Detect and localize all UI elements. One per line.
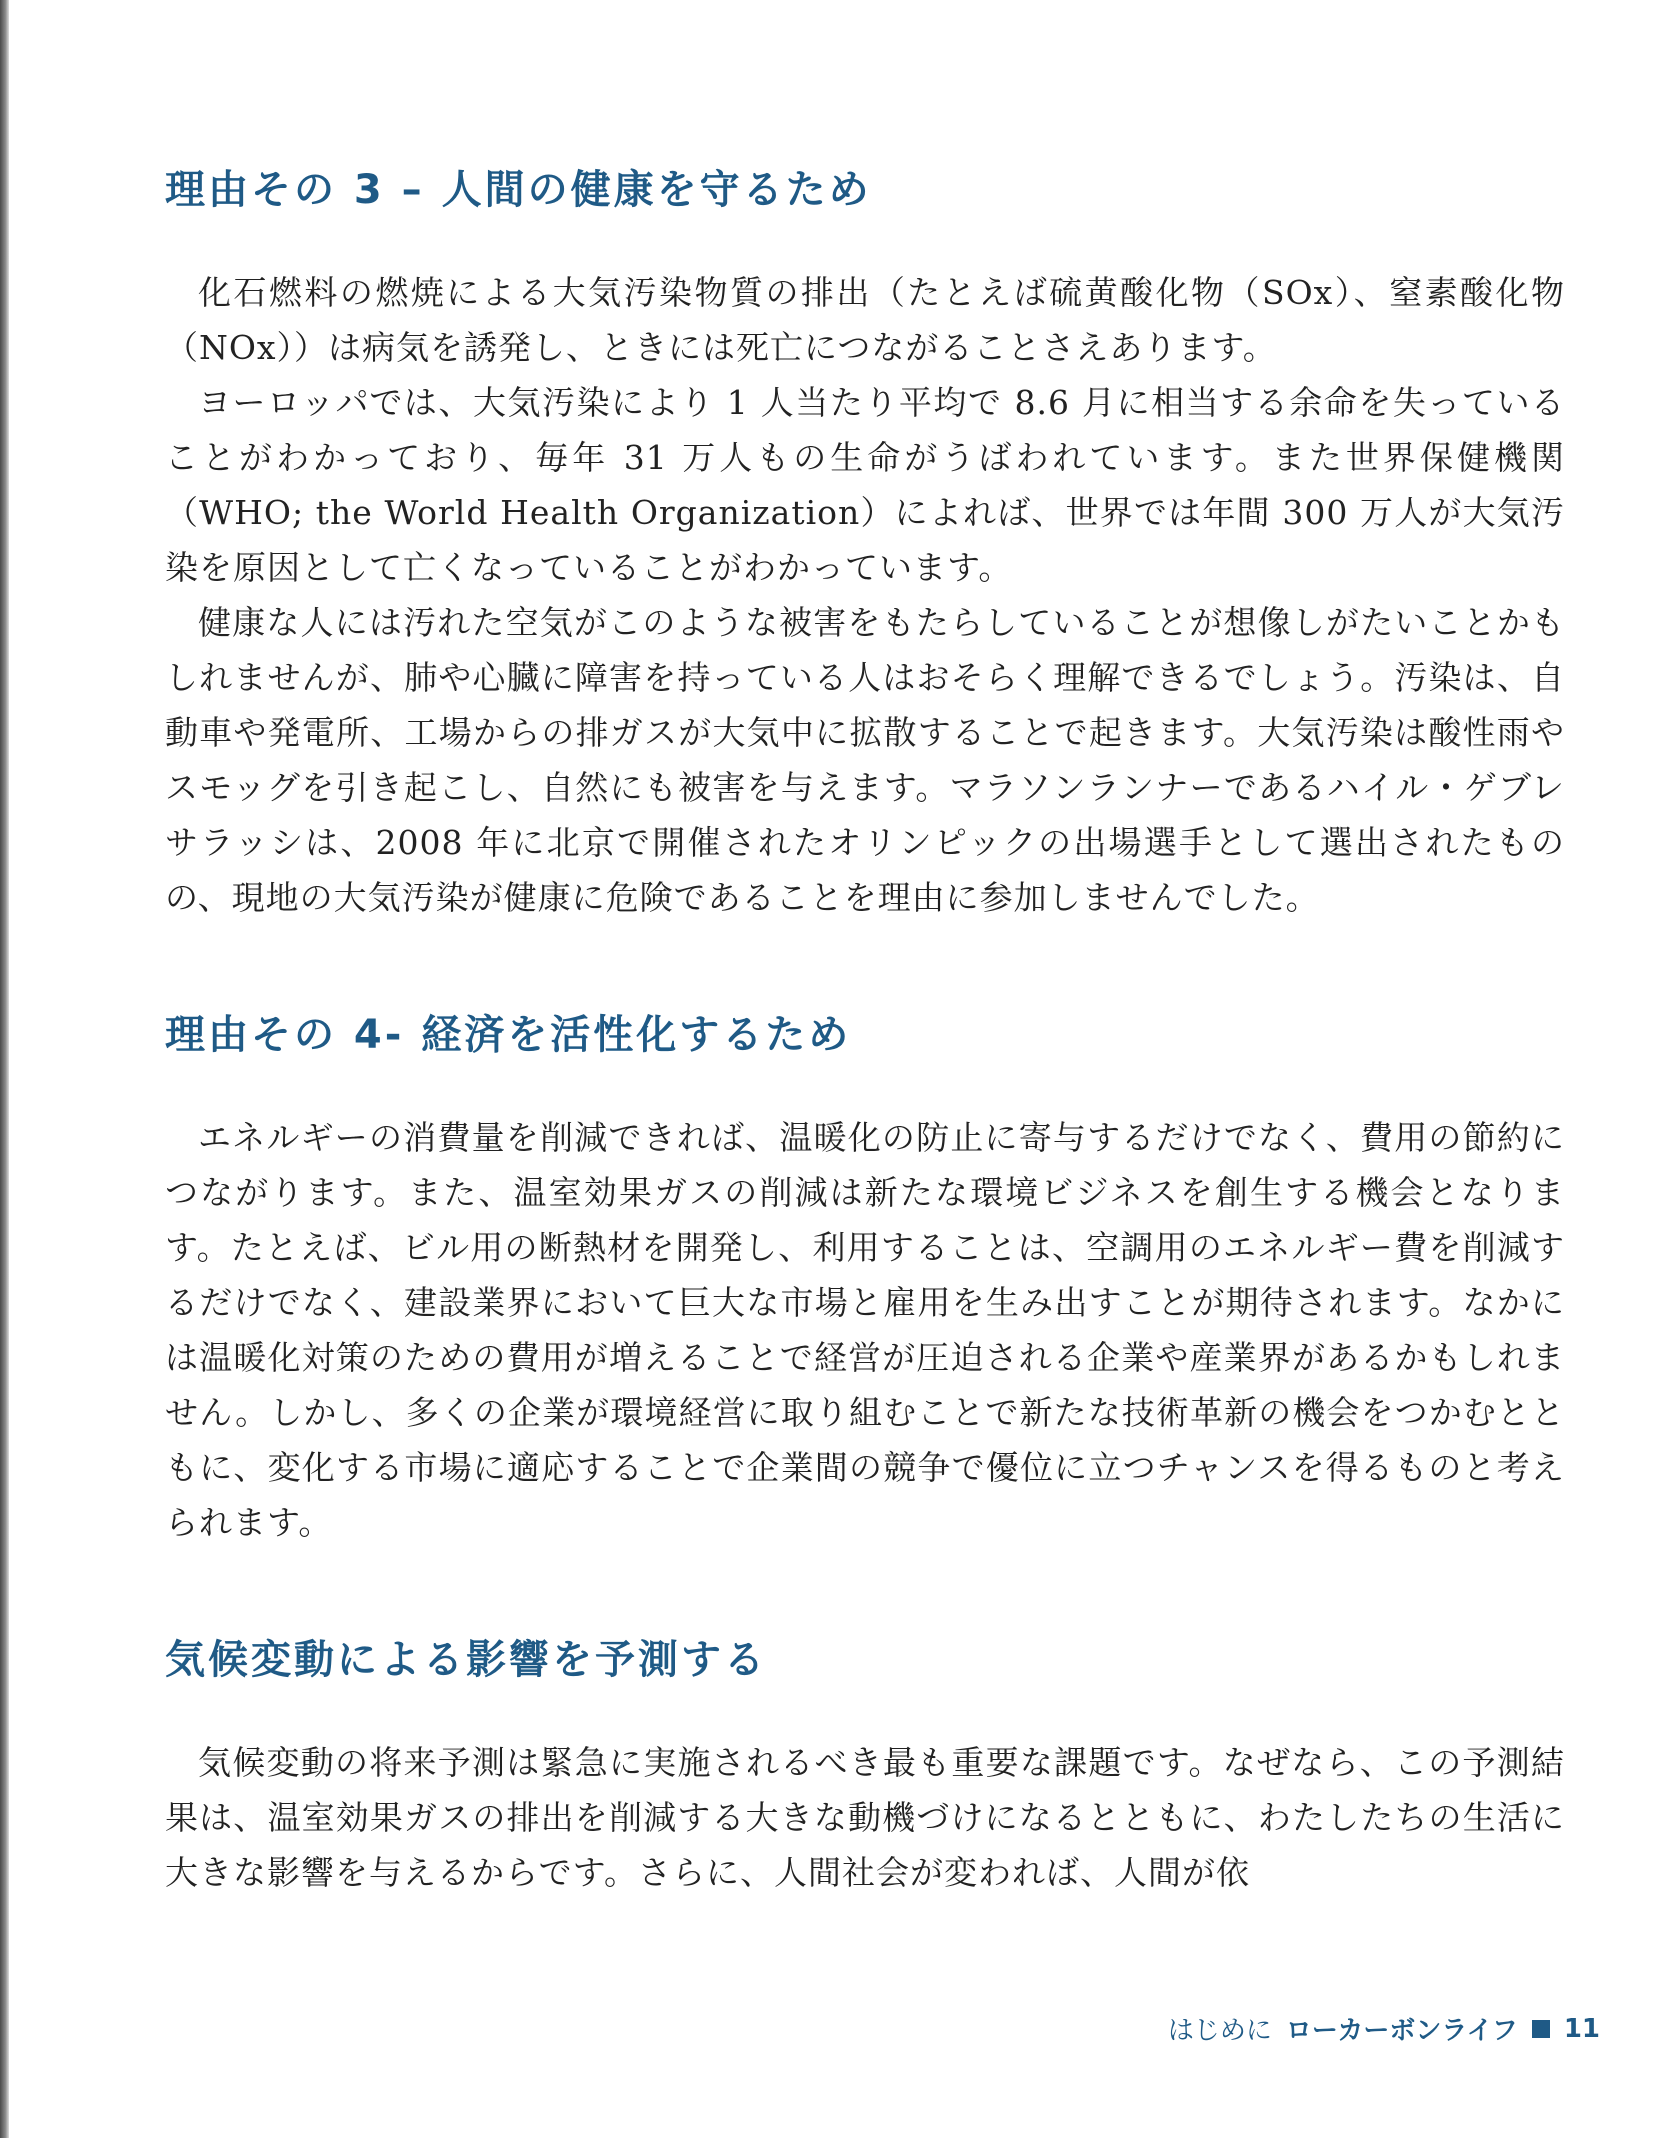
scan-binding-edge [0,0,9,2138]
section-body-economy [165,1110,1565,1550]
paragraph: 健康な人には汚れた空気がこのような被害をもたらしていることが想像しがたいことかもしれませんが、肺や心臓に障害を持っている人はおそらく理解できるでしょう。汚染は、自動車や発電所、工場からの排ガスが大気中に拡散することで起きます。大気汚染は酸性雨やスモッグを引き起こし、自然にも被害を与えます。マラソンランナーであるハイル・ゲブレサラッシは、2008 年に北京で開催されたオリンピックの出場選手として選出されたものの、現地の大気汚染が健康に危険であることを理由に参加しませんでした。 [165,603,1565,917]
footer-section-label: はじめに [1167,2016,1272,2046]
paragraph: 気候変動の将来予測は緊急に実施されるべき最も重要な課題です。なぜなら、この予測結果は、温室効果ガスの排出を削減する大きな動機づけになるとともに、わたしたちの生活に大きな影響を与えるからです。さらに、人間社会が変われば、人間が依 [165,1743,1565,1892]
paragraph: ヨーロッパでは、大気汚染により 1 人当たり平均で 8.6 月に相当する余命を失っていることがわかっており、毎年 31 万人もの生命がうばわれています。また世界保健機関（WHO; the World Health Organization）によれば、世界では年間 300 万人が大気汚染を原因として亡くなっていることがわかっています。 [165,383,1565,587]
section-body-climate-prediction [165,1735,1565,1900]
section-heading-economy: 理由その 4- 経済を活性化するため [165,1012,852,1058]
footer-book-title: ローカーボンライフ [1285,2016,1518,2046]
section-heading-climate-prediction: 気候変動による影響を予測する [165,1637,767,1683]
section-heading-health: 理由その 3 – 人間の健康を守るため [165,167,872,213]
page-number: 11 [1563,2013,1600,2044]
square-marker-icon [1532,2020,1550,2038]
paragraph: 化石燃料の燃焼による大気汚染物質の排出（たとえば硫黄酸化物（SOx）、窒素酸化物（NOx））は病気を誘発し、ときには死亡につながることさえあります。 [165,273,1565,367]
paragraph: エネルギーの消費量を削減できれば、温暖化の防止に寄与するだけでなく、費用の節約につながります。また、温室効果ガスの削減は新たな環境ビジネスを創生する機会となります。たとえば、ビル用の断熱材を開発し、利用することは、空調用のエネルギー費を削減するだけでなく、建設業界において巨大な市場と雇用を生み出すことが期待されます。なかには温暖化対策のための費用が増えることで経営が圧迫される企業や産業界があるかもしれません。しかし、多くの企業が環境経営に取り組むことで新たな技術革新の機会をつかむとともに、変化する市場に適応することで企業間の競争で優位に立つチャンスを得るものと考えられます。 [165,1118,1565,1542]
section-body-health [165,265,1565,925]
document-page [165,160,1565,1900]
page-footer [1168,2010,1600,2047]
